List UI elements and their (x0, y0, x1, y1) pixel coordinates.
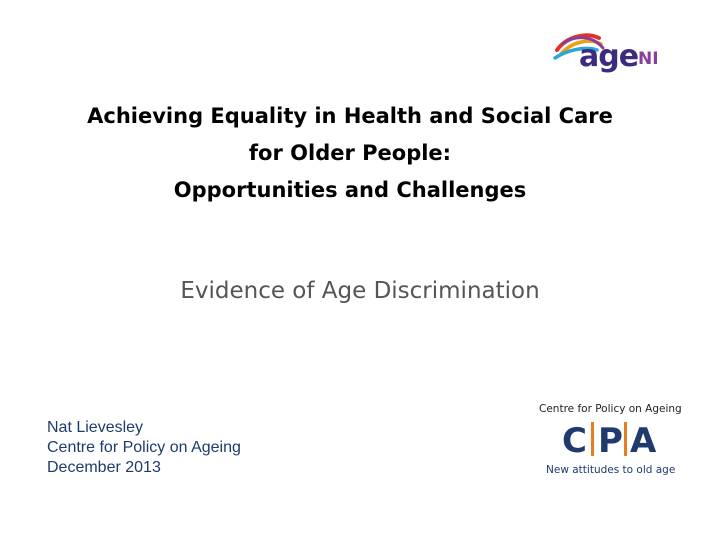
cpa-logo-top-text: Centre for Policy on Ageing (539, 403, 682, 415)
ni-logo-text: NI (638, 49, 659, 69)
slide-title (40, 98, 660, 209)
title-line-1: Achieving Equality in Health and Social Care (87, 104, 613, 128)
cpa-letters-icon (562, 420, 662, 458)
slide-subtitle: Evidence of Age Discrimination (180, 278, 540, 304)
cpa-logo (536, 403, 686, 479)
author-block (47, 418, 241, 478)
cpa-letter-p: P (598, 421, 623, 458)
age-logo-text: age (579, 39, 639, 74)
cpa-logo-tagline: New attitudes to old age (546, 464, 676, 476)
cpa-letter-c: C (562, 421, 587, 458)
author-organisation: Centre for Policy on Ageing (47, 439, 241, 456)
presentation-date: December 2013 (47, 459, 161, 476)
age-ni-logo (553, 28, 673, 80)
cpa-divider-1 (591, 422, 594, 456)
cpa-divider-2 (624, 422, 627, 456)
author-name: Nat Lievesley (47, 419, 144, 436)
title-line-2: for Older People: (248, 141, 452, 165)
cpa-letter-a: A (630, 421, 657, 458)
title-line-3: Opportunities and Challenges (173, 178, 527, 202)
